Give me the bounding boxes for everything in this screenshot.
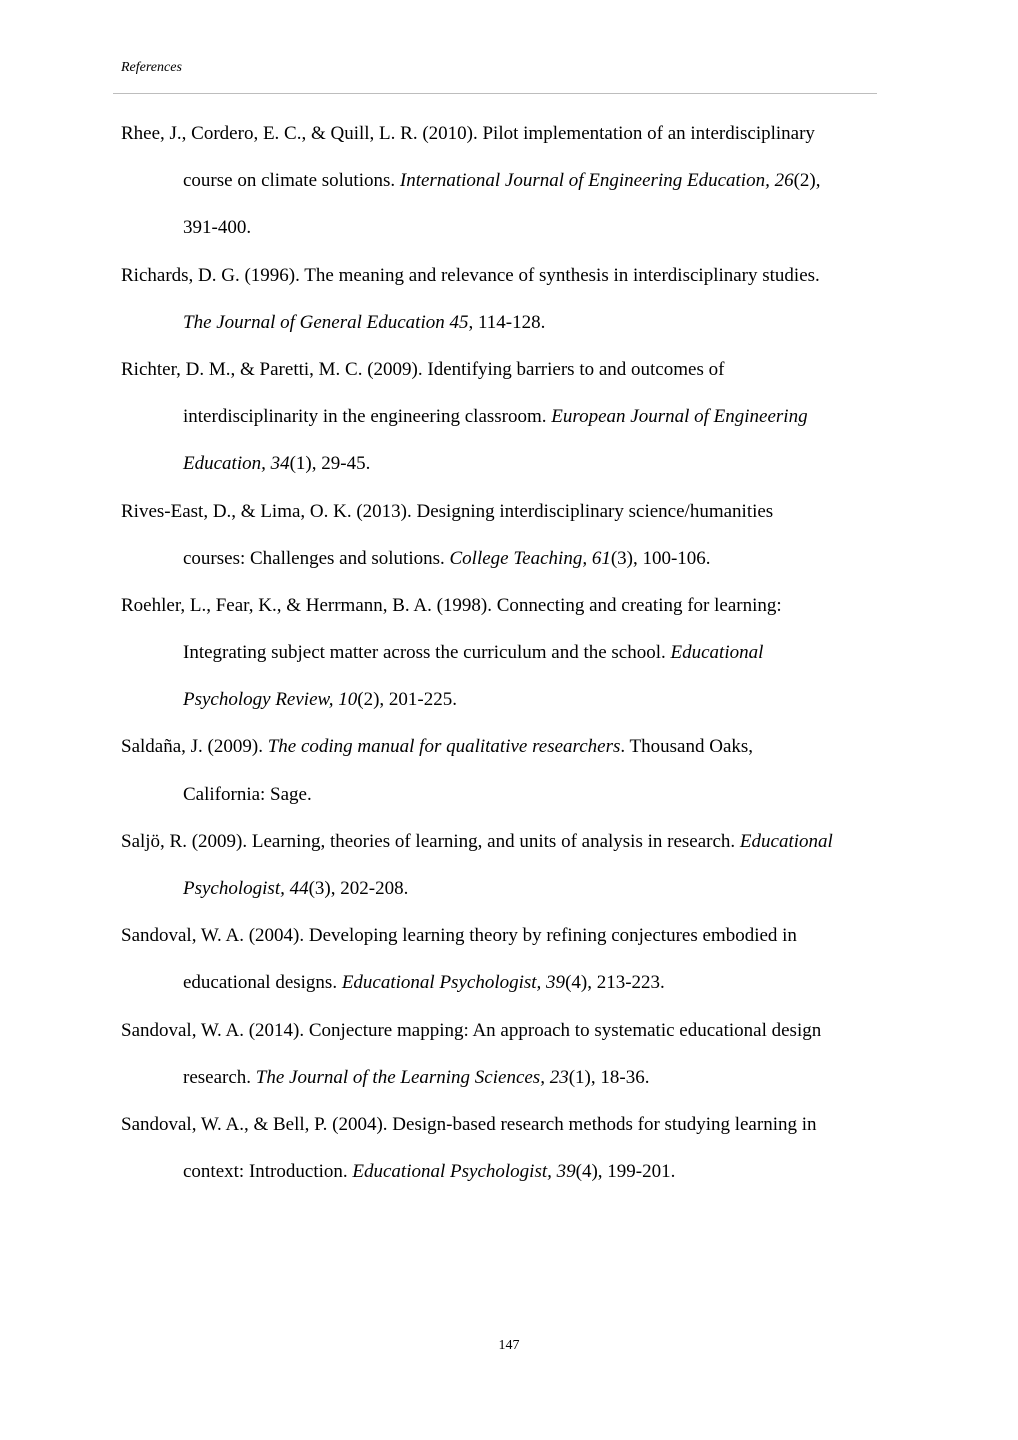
reference-line [121,488,833,535]
reference-text: Roehler, L., Fear, K., & Herrmann, B. A. (1998). Connecting and creating for learning: [121,594,782,616]
reference-text: Rives-East, D., & Lima, O. K. (2013). Designing interdisciplinary science/humanities [121,500,774,522]
reference-text: educational designs. [183,972,342,994]
reference-italic-text: The Journal of General Education 45 [183,311,469,333]
reference-line [121,723,833,770]
reference-entry [121,252,833,346]
reference-italic-text: Educational [670,642,764,664]
reference-line [121,393,833,440]
reference-text: , 114-128. [468,311,546,333]
reference-line [121,110,833,157]
reference-line [121,676,833,723]
reference-text: . Thousand Oaks, [620,736,754,758]
reference-italic-text: International Journal of Engineering Education, 26 [399,170,794,192]
reference-text: Sandoval, W. A. (2014). Conjecture mapping: An approach to systematic educational design [121,1019,822,1041]
reference-italic-text: Educational Psychologist, 39 [352,1161,576,1183]
reference-entry [121,346,833,488]
reference-text: (2), [793,170,821,192]
reference-line [121,959,833,1006]
reference-italic-text: Psychologist, 44 [183,878,309,899]
reference-line [121,1054,833,1101]
reference-text: (1), 29-45. [289,453,371,475]
header-rule [113,93,877,94]
reference-italic-text: Psychology Review, 10 [183,689,358,711]
reference-italic-text: The coding manual for qualitative researchers [267,736,621,758]
reference-italic-text: European Journal of Engineering [551,406,808,428]
reference-entry [121,1101,833,1195]
page-number: 147 [498,1338,520,1353]
reference-text: (3), 202-208. [308,878,409,899]
reference-entry [121,582,833,724]
reference-text: Saljö, R. (2009). Learning, theories of learning, and units of analysis in research. [121,830,740,852]
reference-text: (4), 213-223. [565,972,665,994]
reference-line [121,818,833,865]
reference-italic-text: The Journal of the Learning Sciences, 23 [255,1066,569,1088]
reference-italic-text: Educational Psychologist, 39 [341,972,566,994]
reference-line [121,629,833,676]
reference-line [121,1007,833,1054]
reference-text: context: Introduction. [183,1161,353,1183]
reference-text: Rhee, J., Cordero, E. C., & Quill, L. R. (2010). Pilot implementation of an interdisciplinary [121,123,815,144]
reference-text: (4), 199-201. [575,1161,676,1183]
reference-line [121,346,833,393]
reference-line [121,771,833,818]
reference-line [121,582,833,629]
reference-italic-text: Education, 34 [183,453,290,475]
reference-line [121,157,833,204]
reference-italic-text: College Teaching, 61 [449,547,611,569]
reference-entry [121,912,833,1006]
reference-line [121,299,833,346]
reference-line [121,1101,833,1148]
reference-line [121,1148,833,1195]
reference-line [121,535,833,582]
reference-text: research. [183,1066,256,1088]
reference-list [121,110,833,1195]
reference-line [121,204,833,251]
reference-text: courses: Challenges and solutions. [183,547,450,569]
reference-text: (2), 201-225. [357,689,458,711]
reference-text: Richards, D. G. (1996). The meaning and relevance of synthesis in interdisciplinary studies. [121,264,820,286]
reference-text: Sandoval, W. A. (2004). Developing learning theory by refining conjectures embodied in [121,925,797,947]
reference-italic-text: Educational [739,830,833,852]
running-header: References [121,60,182,75]
reference-text: course on climate solutions. [183,170,400,192]
reference-entry [121,818,833,912]
reference-entry [121,488,833,582]
reference-text: Integrating subject matter across the curriculum and the school. [183,642,671,664]
reference-text: Richter, D. M., & Paretti, M. C. (2009). Identifying barriers to and outcomes of [121,358,725,380]
reference-line [121,865,833,912]
reference-line [121,252,833,299]
reference-text: Saldaña, J. (2009). [121,736,268,758]
reference-line [121,440,833,487]
reference-entry [121,110,833,252]
reference-text: (1), 18-36. [568,1066,650,1088]
reference-text: California: Sage. [183,783,312,805]
reference-text: interdisciplinarity in the engineering classroom. [183,406,552,428]
reference-text: 391-400. [183,217,252,239]
reference-text: (3), 100-106. [610,547,711,569]
reference-line [121,912,833,959]
reference-entry [121,723,833,817]
reference-text: Sandoval, W. A., & Bell, P. (2004). Design-based research methods for studying learning in [121,1113,817,1135]
reference-entry [121,1007,833,1101]
